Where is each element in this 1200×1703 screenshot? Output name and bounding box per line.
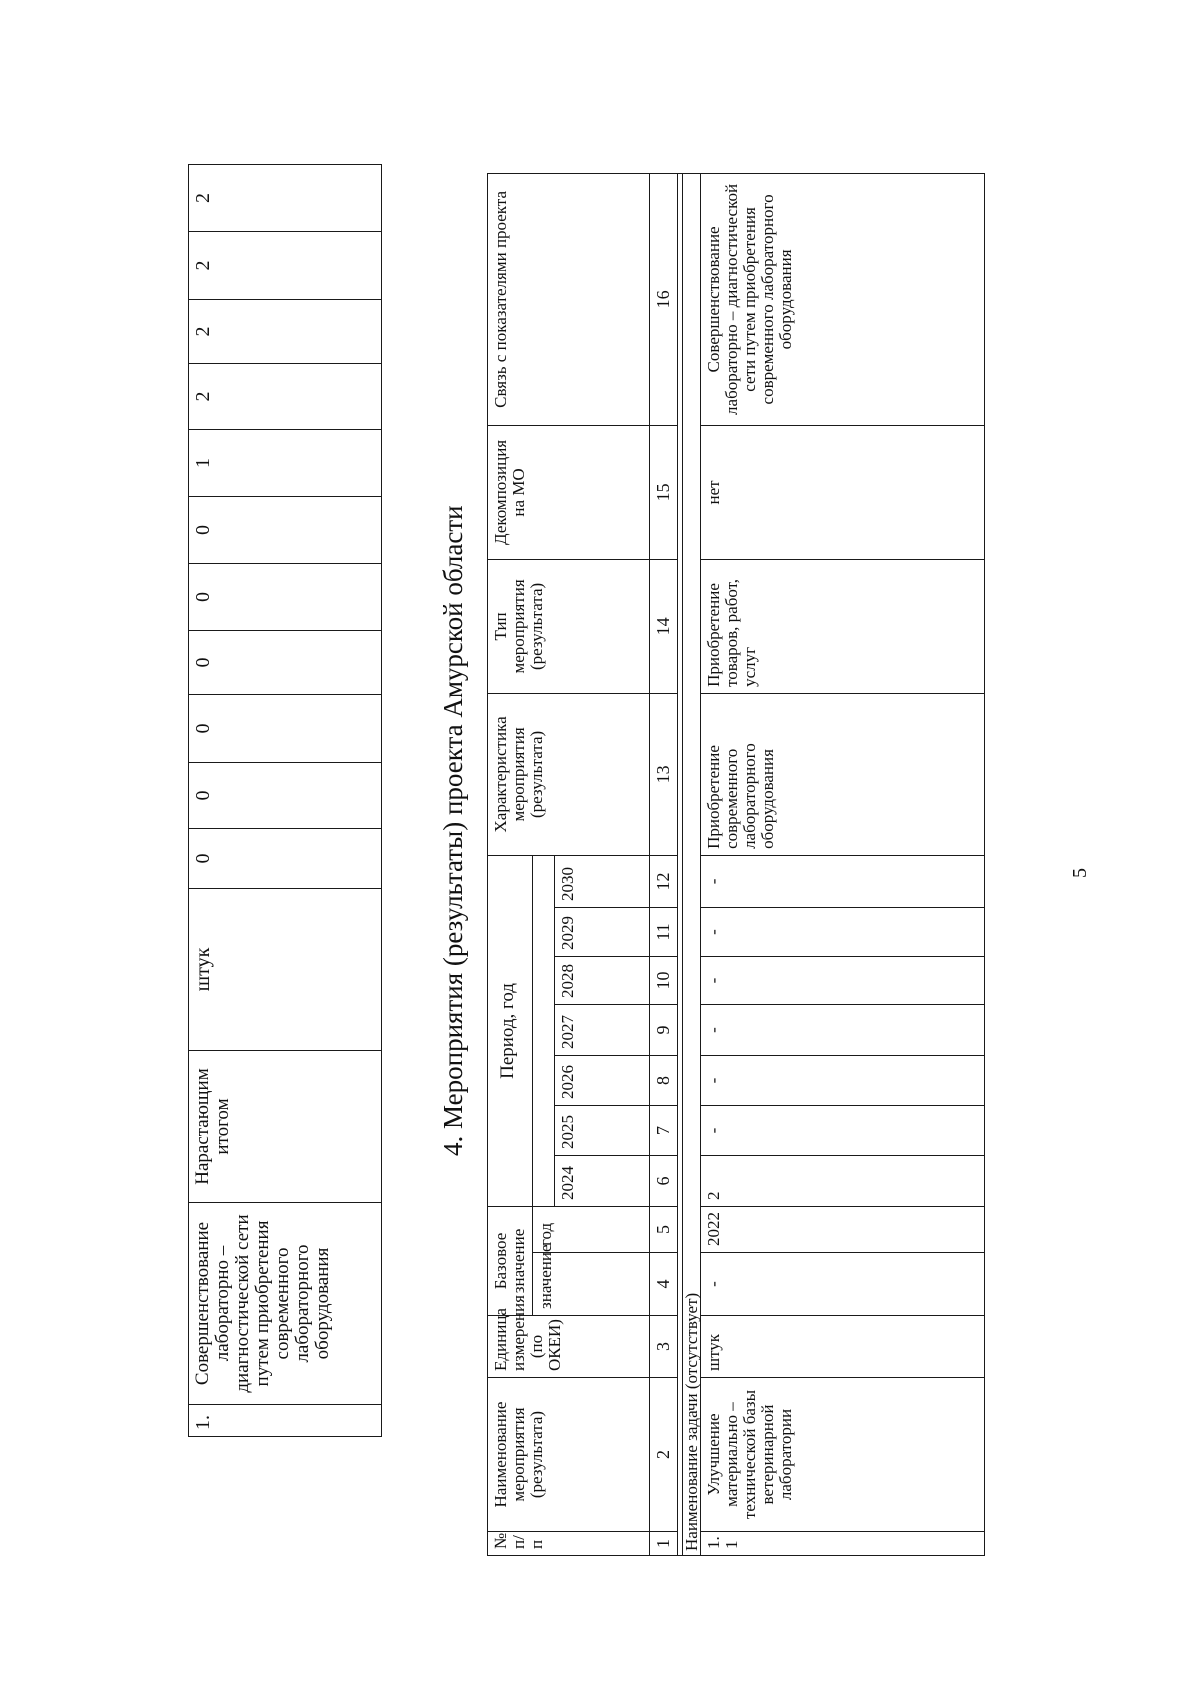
column-number: 9 xyxy=(649,1004,677,1055)
table1-container xyxy=(188,164,382,1437)
column-number: 6 xyxy=(649,1155,677,1206)
column-number: 1 xyxy=(649,1532,677,1556)
calc-method: Нарастающим итогом xyxy=(189,1051,382,1203)
column-number: 12 xyxy=(649,855,677,907)
base-year-cell: 2022 xyxy=(701,1206,985,1252)
column-number: 2 xyxy=(649,1378,677,1532)
header-base-value: значение xyxy=(532,1253,649,1316)
header-characteristic: Характеристика мероприятия (результата) xyxy=(488,693,650,855)
section-title-container xyxy=(438,505,469,1156)
header-year: 2029 xyxy=(554,907,649,956)
activities-table xyxy=(487,173,985,1556)
header-year: 2030 xyxy=(554,855,649,907)
table2-container xyxy=(487,173,985,1556)
year-value-cell: - xyxy=(701,956,985,1004)
value-cell: 0 xyxy=(189,497,382,564)
column-number: 5 xyxy=(649,1206,677,1252)
year-value-cell: 2 xyxy=(701,1155,985,1206)
header-year: 2026 xyxy=(554,1055,649,1105)
section-title: 4. Мероприятия (результаты) проекта Амурской области xyxy=(438,505,468,1156)
header-year: 2024 xyxy=(554,1155,649,1206)
characteristic-cell: Приобретение современного лабораторного оборудования xyxy=(701,693,985,855)
column-number: 3 xyxy=(649,1316,677,1378)
column-number: 4 xyxy=(649,1253,677,1316)
value-cell: 2 xyxy=(189,232,382,300)
base-value-cell: - xyxy=(701,1253,985,1316)
decomposition-cell: нет xyxy=(701,425,985,559)
value-cell: 0 xyxy=(189,631,382,695)
header-link: Связь с показателями проекта xyxy=(488,173,650,425)
value-cell: 2 xyxy=(189,300,382,364)
value-cell: 0 xyxy=(189,829,382,889)
column-numbers-row xyxy=(649,173,677,1555)
column-number: 14 xyxy=(649,559,677,693)
year-value-cell: - xyxy=(701,1055,985,1105)
task-name: Наименование задачи (отсутствует) xyxy=(682,173,701,1555)
value-cell: 0 xyxy=(189,763,382,829)
header-num: № п/п xyxy=(488,1532,650,1556)
column-number: 13 xyxy=(649,693,677,855)
indicator-table xyxy=(188,164,382,1437)
header-row xyxy=(488,173,533,1555)
column-number: 16 xyxy=(649,173,677,425)
row-number: 1. xyxy=(189,1405,382,1437)
activity-name: Улучшение материально – технической базы ветеринарной лаборатории xyxy=(701,1378,985,1532)
value-cell: 1 xyxy=(189,430,382,497)
header-unit: Единица измерения (по ОКЕИ) xyxy=(488,1316,650,1378)
header-year: 2025 xyxy=(554,1105,649,1155)
type-cell: Приобретение товаров, работ, услуг xyxy=(701,559,985,693)
header-decomposition: Декомпозиция на МО xyxy=(488,425,650,559)
value-cell: 0 xyxy=(189,695,382,763)
page-number: 5 xyxy=(1069,868,1091,878)
header-year: 2027 xyxy=(554,1004,649,1055)
table-row xyxy=(189,165,382,1437)
header-base: Базовое значение xyxy=(488,1206,533,1315)
value-cell: 2 xyxy=(189,364,382,430)
header-period: Период, год xyxy=(488,855,533,1206)
row-number: 1. 1 xyxy=(701,1532,985,1556)
column-number: 11 xyxy=(649,907,677,956)
header-name: Наименование мероприятия (результата) xyxy=(488,1378,650,1532)
column-number: 10 xyxy=(649,956,677,1004)
table-row xyxy=(701,173,985,1555)
link-cell: Совершенствование лабораторно – диагностической сети путем приобретения современного лабораторного оборудования xyxy=(701,173,985,425)
page-number-container xyxy=(1069,868,1092,878)
header-type: Тип мероприятия (результата) xyxy=(488,559,650,693)
year-value-cell: - xyxy=(701,1004,985,1055)
unit-cell: штук xyxy=(189,889,382,1051)
value-cell: 2 xyxy=(189,165,382,232)
value-cell: 0 xyxy=(189,564,382,631)
header-base-year: год xyxy=(532,1206,649,1252)
unit-cell: штук xyxy=(701,1316,985,1378)
column-number: 8 xyxy=(649,1055,677,1105)
year-value-cell: - xyxy=(701,855,985,907)
indicator-name: Совершенствование лабораторно – диагностической сети путем приобретения современного лабораторного оборудования xyxy=(189,1203,382,1405)
header-year: 2028 xyxy=(554,956,649,1004)
year-value-cell: - xyxy=(701,907,985,956)
task-row xyxy=(682,173,701,1555)
column-number: 7 xyxy=(649,1105,677,1155)
year-value-cell: - xyxy=(701,1105,985,1155)
column-number: 15 xyxy=(649,425,677,559)
